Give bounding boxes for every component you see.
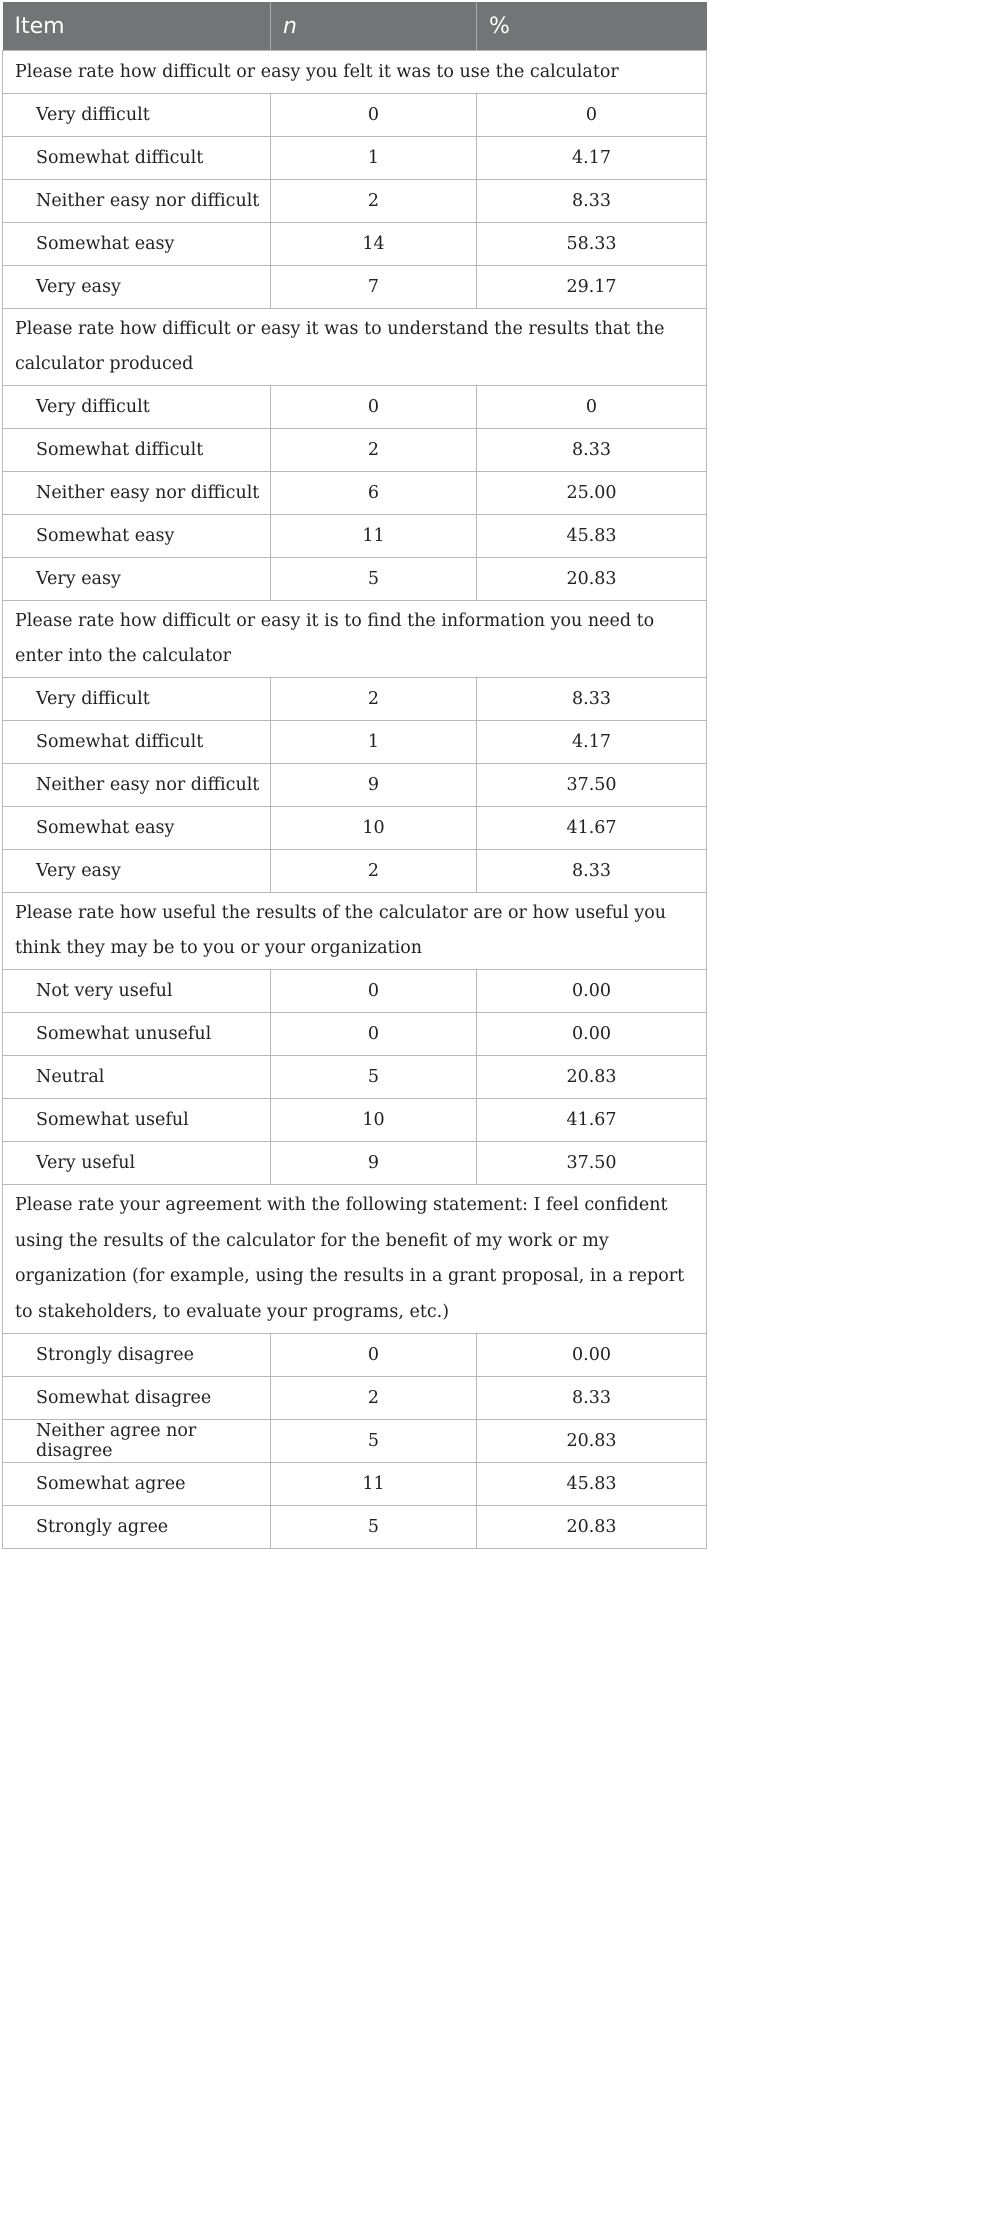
table-row <box>3 472 707 515</box>
option-percent: 4.17 <box>477 137 707 180</box>
question-row <box>3 601 707 678</box>
question-row <box>3 1185 707 1334</box>
table-row <box>3 429 707 472</box>
header-percent: % <box>477 2 707 51</box>
table-row <box>3 386 707 429</box>
option-percent: 45.83 <box>477 515 707 558</box>
option-label: Somewhat difficult <box>3 137 271 180</box>
option-n: 2 <box>271 850 477 893</box>
survey-results-table <box>2 2 707 1549</box>
option-percent: 20.83 <box>477 558 707 601</box>
option-n: 5 <box>271 1506 477 1549</box>
question-text: Please rate your agreement with the following statement: I feel confident using the results of the calculator for the benefit of my work or my organization (for example, using the results in a grant proposal, in a report to stakeholders, to evaluate your programs, etc.) <box>3 1185 707 1334</box>
question-text: Please rate how difficult or easy you felt it was to use the calculator <box>3 51 707 94</box>
option-percent: 0.00 <box>477 970 707 1013</box>
option-percent: 37.50 <box>477 1142 707 1185</box>
option-percent: 41.67 <box>477 807 707 850</box>
table-row <box>3 137 707 180</box>
option-percent: 8.33 <box>477 1377 707 1420</box>
option-label: Neither easy nor difficult <box>3 472 271 515</box>
option-n: 1 <box>271 137 477 180</box>
option-n: 14 <box>271 223 477 266</box>
option-n: 0 <box>271 1334 477 1377</box>
option-label: Somewhat unuseful <box>3 1013 271 1056</box>
option-percent: 8.33 <box>477 180 707 223</box>
option-n: 5 <box>271 558 477 601</box>
option-label: Somewhat difficult <box>3 429 271 472</box>
option-percent: 0.00 <box>477 1013 707 1056</box>
table-row <box>3 721 707 764</box>
option-n: 9 <box>271 764 477 807</box>
option-label: Neither agree nor disagree <box>3 1420 271 1463</box>
option-percent: 8.33 <box>477 429 707 472</box>
option-n: 2 <box>271 429 477 472</box>
option-n: 9 <box>271 1142 477 1185</box>
option-percent: 20.83 <box>477 1506 707 1549</box>
option-label: Neither easy nor difficult <box>3 764 271 807</box>
table-row <box>3 1334 707 1377</box>
question-row <box>3 893 707 970</box>
option-n: 5 <box>271 1420 477 1463</box>
option-n: 0 <box>271 94 477 137</box>
option-n: 0 <box>271 386 477 429</box>
option-label: Very easy <box>3 266 271 309</box>
header-item: Item <box>3 2 271 51</box>
option-n: 0 <box>271 1013 477 1056</box>
table-row <box>3 807 707 850</box>
option-label: Somewhat agree <box>3 1463 271 1506</box>
table-row <box>3 970 707 1013</box>
option-label: Somewhat easy <box>3 515 271 558</box>
question-row <box>3 51 707 94</box>
table-row <box>3 1377 707 1420</box>
table-row <box>3 678 707 721</box>
table-row <box>3 94 707 137</box>
question-text: Please rate how useful the results of the calculator are or how useful you think they may be to you or your organization <box>3 893 707 970</box>
option-n: 5 <box>271 1056 477 1099</box>
option-n: 2 <box>271 678 477 721</box>
option-percent: 20.83 <box>477 1056 707 1099</box>
option-n: 1 <box>271 721 477 764</box>
option-label: Very difficult <box>3 386 271 429</box>
option-n: 7 <box>271 266 477 309</box>
option-label: Neither easy nor difficult <box>3 180 271 223</box>
question-row <box>3 309 707 386</box>
option-n: 0 <box>271 970 477 1013</box>
option-percent: 41.67 <box>477 1099 707 1142</box>
option-label: Somewhat easy <box>3 223 271 266</box>
option-label: Very difficult <box>3 678 271 721</box>
option-label: Very easy <box>3 850 271 893</box>
option-n: 10 <box>271 1099 477 1142</box>
option-label: Neutral <box>3 1056 271 1099</box>
option-percent: 4.17 <box>477 721 707 764</box>
option-label: Somewhat difficult <box>3 721 271 764</box>
table-row <box>3 850 707 893</box>
option-percent: 8.33 <box>477 850 707 893</box>
option-label: Somewhat disagree <box>3 1377 271 1420</box>
table-row <box>3 1420 707 1463</box>
option-n: 11 <box>271 515 477 558</box>
option-percent: 20.83 <box>477 1420 707 1463</box>
table-row <box>3 1013 707 1056</box>
option-percent: 25.00 <box>477 472 707 515</box>
option-label: Not very useful <box>3 970 271 1013</box>
option-percent: 0 <box>477 94 707 137</box>
option-n: 11 <box>271 1463 477 1506</box>
option-percent: 8.33 <box>477 678 707 721</box>
option-percent: 37.50 <box>477 764 707 807</box>
option-label: Somewhat useful <box>3 1099 271 1142</box>
table-row <box>3 266 707 309</box>
table-row <box>3 1506 707 1549</box>
table-row <box>3 1099 707 1142</box>
table-header-row <box>3 2 707 51</box>
option-percent: 0 <box>477 386 707 429</box>
table-row <box>3 1056 707 1099</box>
option-label: Strongly disagree <box>3 1334 271 1377</box>
option-n: 10 <box>271 807 477 850</box>
option-percent: 29.17 <box>477 266 707 309</box>
table-row <box>3 1142 707 1185</box>
option-label: Strongly agree <box>3 1506 271 1549</box>
header-n: n <box>271 2 477 51</box>
option-percent: 58.33 <box>477 223 707 266</box>
option-n: 2 <box>271 1377 477 1420</box>
option-label: Very easy <box>3 558 271 601</box>
option-label: Very useful <box>3 1142 271 1185</box>
option-label: Somewhat easy <box>3 807 271 850</box>
option-percent: 0.00 <box>477 1334 707 1377</box>
table-row <box>3 223 707 266</box>
question-text: Please rate how difficult or easy it was to understand the results that the calculator produced <box>3 309 707 386</box>
table-row <box>3 558 707 601</box>
table-row <box>3 764 707 807</box>
option-n: 6 <box>271 472 477 515</box>
table-row <box>3 1463 707 1506</box>
table-row <box>3 515 707 558</box>
table-row <box>3 180 707 223</box>
option-label: Very difficult <box>3 94 271 137</box>
question-text: Please rate how difficult or easy it is to find the information you need to enter into the calculator <box>3 601 707 678</box>
option-n: 2 <box>271 180 477 223</box>
option-percent: 45.83 <box>477 1463 707 1506</box>
